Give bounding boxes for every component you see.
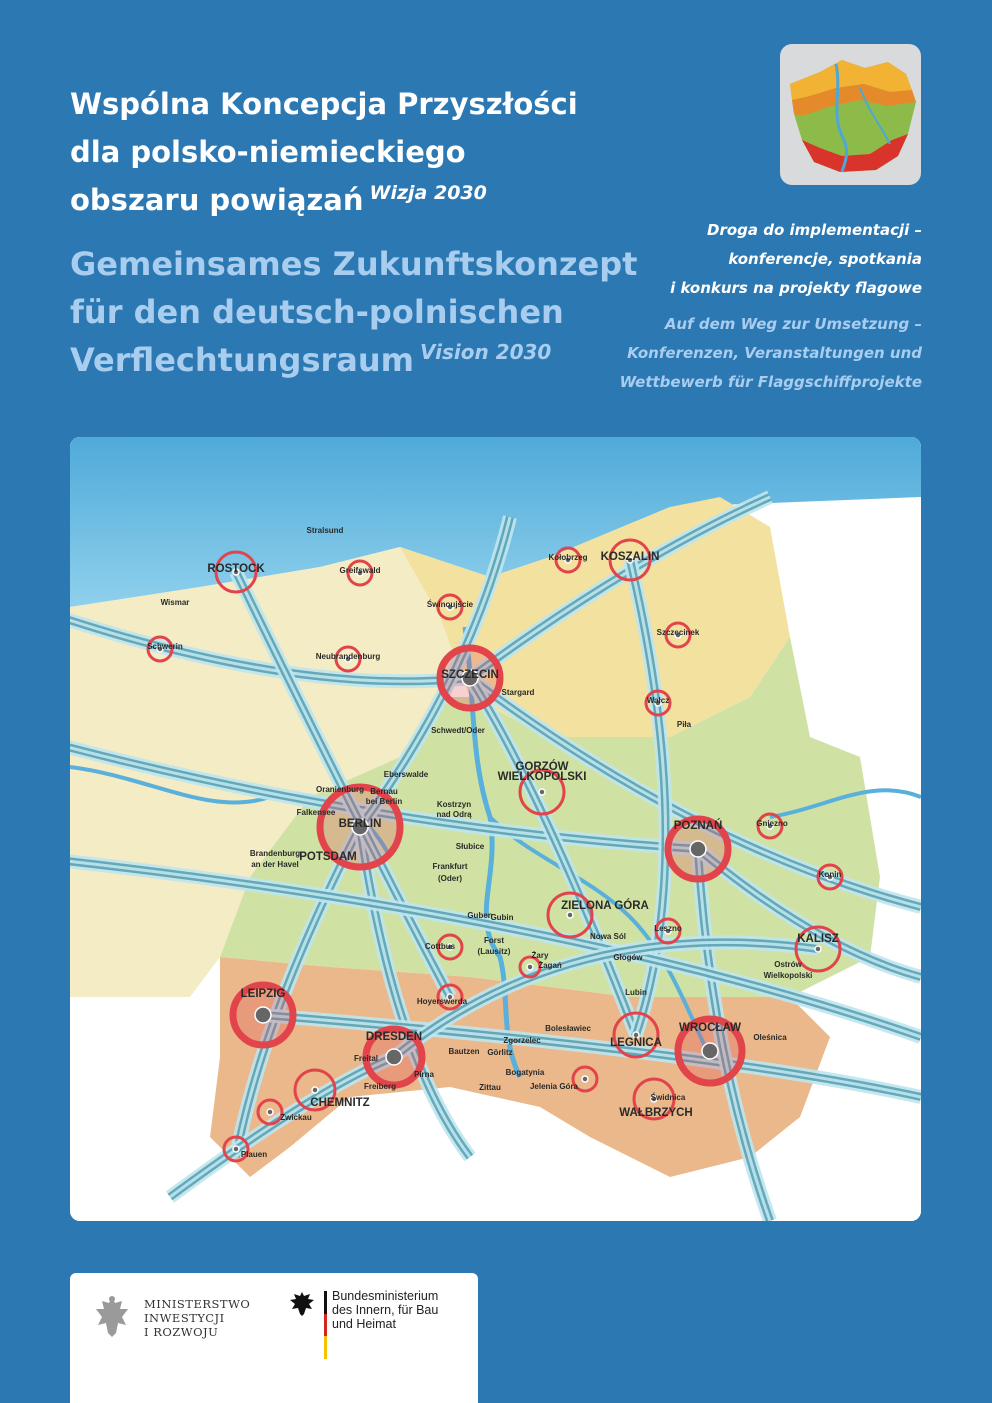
city-label: Schwerin <box>147 642 183 651</box>
ministry-pl-line-3: I ROZWOJU <box>144 1325 219 1339</box>
city-label: an der Havel <box>251 860 299 869</box>
city-dot <box>312 1087 318 1093</box>
city-dot <box>690 841 706 857</box>
city-label: Nowa Sól <box>589 932 627 941</box>
city-label: Gniezno <box>756 819 788 828</box>
city-label: Hoyerswerda <box>416 997 468 1006</box>
city-label: Stargard <box>501 688 535 697</box>
city-label: Żary <box>531 951 549 960</box>
city-dot <box>702 1043 718 1059</box>
title-pl-line-2: dla polsko-niemieckiego <box>70 135 466 169</box>
city-label: Bogatynia <box>505 1068 545 1077</box>
title-polish <box>70 80 630 224</box>
city-label: Zwickau <box>280 1113 312 1122</box>
city-label: Oranienburg <box>315 785 365 794</box>
vision-map <box>70 437 921 1221</box>
city-label: Forst <box>484 936 504 945</box>
city-label: Stralsund <box>306 526 344 535</box>
subtitle-pl-line-1: Droga do implementacji – <box>707 221 922 239</box>
city-label: WAŁBRZYCH <box>619 1107 693 1119</box>
city-label: POTSDAM <box>299 851 357 863</box>
ministry-de-line-1: Bundesministerium <box>332 1289 439 1303</box>
city-label: LEGNICA <box>610 1037 662 1049</box>
title-de-line-3-text: Verflechtungsraum <box>70 341 414 379</box>
city-label: Brandenburg <box>249 849 301 858</box>
city-label: ZIELONA GÓRA <box>561 900 649 912</box>
ministry-polish <box>144 1297 250 1339</box>
city-label: GORZÓW <box>515 761 569 773</box>
city-label: Schwedt/Oder <box>431 726 485 735</box>
city-label: Freital <box>353 1054 379 1063</box>
city-label: Wałcz <box>646 696 670 705</box>
city-label: Freiberg <box>363 1082 397 1091</box>
city-label: Ostrów <box>774 960 802 969</box>
city-label: ROSTOCK <box>207 563 265 575</box>
city-label: Lubin <box>625 988 647 997</box>
city-label: Słubice <box>455 842 485 851</box>
city-label: LEIPZIG <box>240 988 286 1000</box>
city-label: Szczecinek <box>656 628 700 637</box>
city-label: Zgorzelec <box>503 1036 541 1045</box>
city-label: Bolesławiec <box>545 1024 591 1033</box>
german-eagle-icon <box>288 1289 316 1317</box>
city-dot <box>267 1109 273 1115</box>
subtitle-german <box>542 310 922 397</box>
city-dot <box>567 912 573 918</box>
city-label: WIELKOPOLSKI <box>497 771 587 783</box>
title-pl-line-1: Wspólna Koncepcja Przyszłości <box>70 87 578 121</box>
ministry-german <box>332 1289 438 1331</box>
city-label: Greifswald <box>339 566 381 575</box>
subtitle-de-line-3: Wettbewerb für Flaggschiffprojekte <box>619 373 922 391</box>
city-label: Oleśnica <box>753 1033 787 1042</box>
city-dot <box>582 1076 588 1082</box>
city-label: Plauen <box>240 1150 268 1159</box>
city-label: (Lausitz) <box>477 947 511 956</box>
vision-de: Vision 2030 <box>419 340 552 365</box>
city-label: nad Odrą <box>436 810 472 819</box>
city-label: Görlitz <box>487 1048 513 1057</box>
city-label: Eberswalde <box>383 770 429 779</box>
city-label: CHEMNITZ <box>310 1097 370 1109</box>
city-label: SZCZECIN <box>441 669 499 681</box>
city-dot <box>386 1049 402 1065</box>
ministry-pl-line-1: MINISTERSTWO <box>144 1297 251 1311</box>
polish-eagle-icon <box>92 1293 132 1341</box>
city-label: Gubin <box>490 913 514 922</box>
footer-logos <box>70 1273 478 1403</box>
ministry-de-line-2: des Innern, für Bau <box>332 1303 439 1317</box>
ministry-de-line-3: und Heimat <box>332 1317 396 1331</box>
city-dot <box>255 1007 271 1023</box>
city-label: Bautzen <box>448 1047 480 1056</box>
city-label: Neubrandenburg <box>315 652 381 661</box>
city-label: Jelenia Góra <box>529 1082 579 1091</box>
subtitle-polish <box>542 216 922 303</box>
region-logo-graphic <box>780 44 921 185</box>
city-label: BERLIN <box>338 818 382 830</box>
city-dot <box>539 789 545 795</box>
city-label: Pirna <box>413 1070 435 1079</box>
city-label: Wielkopolski <box>763 971 813 980</box>
subtitle-pl-line-3: i konkurs na projekty flagowe <box>670 279 922 297</box>
city-label: Frankfurt <box>432 862 468 871</box>
city-label: Piła <box>676 720 692 729</box>
city-label: Bernau <box>370 787 398 796</box>
city-label: bei Berlin <box>365 797 403 806</box>
city-label: WROCŁAW <box>679 1022 741 1034</box>
title-de-line-2: für den deutsch-polnischen <box>70 293 564 331</box>
vision-pl: Wizja 2030 <box>369 182 487 205</box>
city-label: Głogów <box>613 953 643 962</box>
city-label: Konin <box>818 870 842 879</box>
city-label: Wismar <box>160 598 190 607</box>
city-label: POZNAŃ <box>673 820 723 832</box>
subtitle-de-line-1: Auf dem Weg zur Umsetzung – <box>664 315 922 333</box>
city-label: Guben <box>467 911 493 920</box>
city-dot <box>815 946 821 952</box>
city-label: DRESDEN <box>365 1031 423 1043</box>
title-de-line-1: Gemeinsames Zukunftskonzept <box>70 245 638 283</box>
city-label: Kostrzyn <box>436 800 472 809</box>
city-label: Kołobrzeg <box>548 553 588 562</box>
city-label: KOSZALIN <box>600 551 660 563</box>
city-label: KALISZ <box>797 933 839 945</box>
german-flag-bar <box>324 1291 327 1359</box>
map-graphic <box>70 437 921 1221</box>
title-pl-line-3-text: obszaru powiązań <box>70 183 364 217</box>
subtitle-pl-line-2: konferencje, spotkania <box>728 250 922 268</box>
region-logo <box>780 44 921 185</box>
city-label: (Oder) <box>438 874 462 883</box>
city-label: Żagań <box>538 961 562 970</box>
city-label: Leszno <box>654 924 682 933</box>
city-label: Świdnica <box>650 1093 686 1102</box>
city-dot <box>233 1146 239 1152</box>
ministry-pl-line-2: INWESTYCJI <box>144 1311 225 1325</box>
city-dot <box>527 964 533 970</box>
city-label: Zittau <box>479 1083 501 1092</box>
city-label: Świnoujście <box>426 600 474 609</box>
city-label: Cottbus <box>424 942 456 951</box>
city-label: Falkensee <box>296 808 336 817</box>
subtitle-de-line-2: Konferenzen, Veranstaltungen und <box>627 344 922 362</box>
